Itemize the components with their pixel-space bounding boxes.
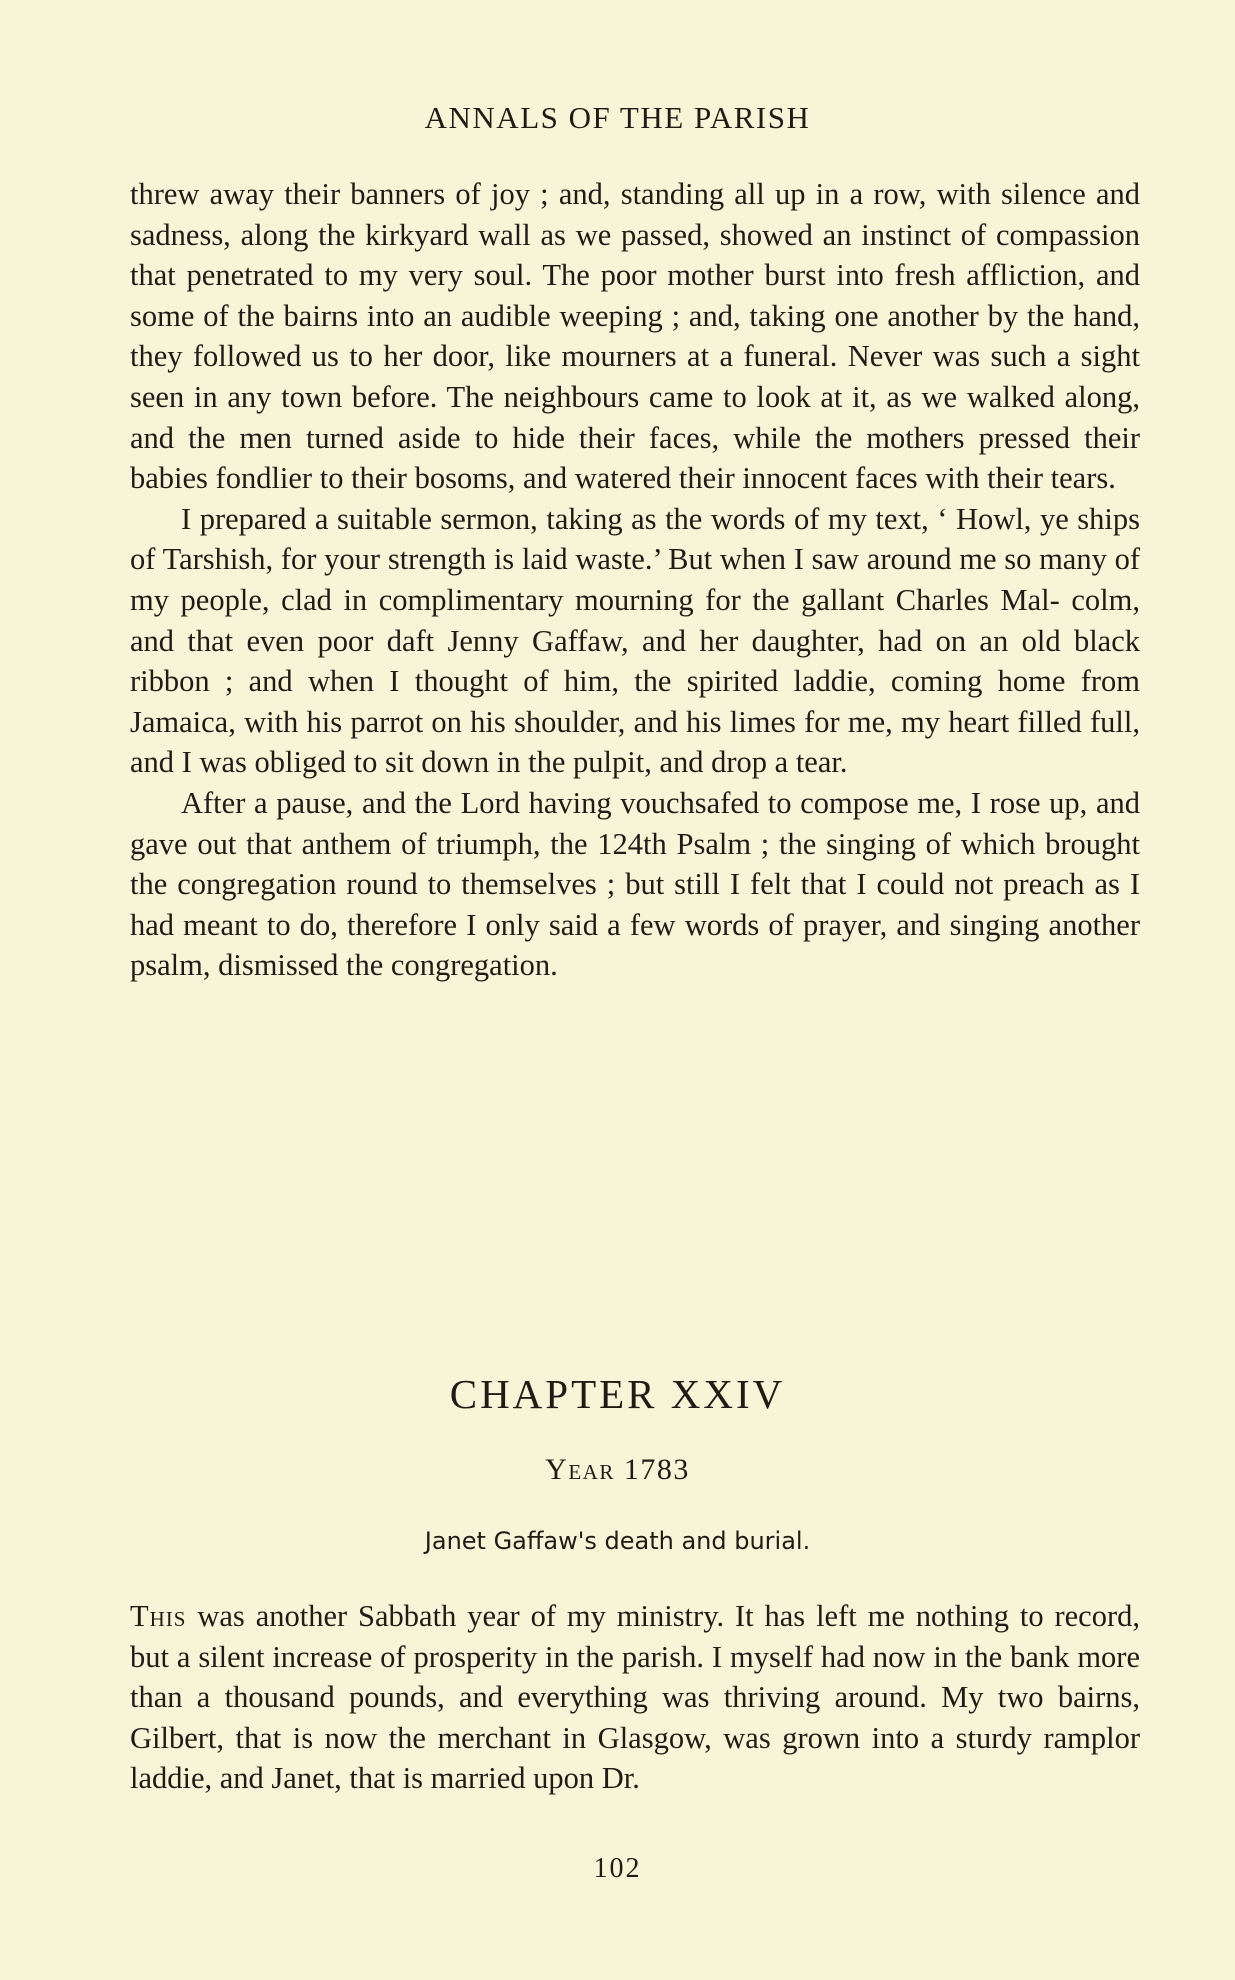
paragraph-text: was another Sabbath year of my ministry. It has left me nothing to record, but a silent increase of prosperity in the parish. I myself had now in the bank more than a thousand pounds, and everything was thriving around. My two bairns, Gilbert, that is now the merchant in Glasgow, was grown into a sturdy ramplor laddie, and Janet, that is married upon Dr.	[130, 1599, 1140, 1796]
lead-word: This	[130, 1599, 187, 1633]
paragraph-continued: threw away their banners of joy ; and, standing all up in a row, with silence and sadness, along the kirkyard wall as we passed, showed an instinct of compassion that penetrated to my very soul. The poor mother burst into fresh affliction, and some of the bairns into an audible weeping ; and, taking one another by the hand, they followed us to her door, like mourners at a funeral. Never was such a sight seen in any town before. The neighbours came to look at it, as we walked along, and the men turned aside to hide their faces, while the mothers pressed their babies fondlier to their bosoms, and watered their innocent faces with their tears.	[130, 177, 1140, 496]
paragraph-sermon: I prepared a suitable sermon, taking as the words of my text, ‘ Howl, ye ships of Tarshish, for your strength is laid waste.’ But when I saw around me so many of my people, clad in complimentary mourning for the gallant Charles Mal- colm, and that even poor daft Jenny Gaffaw, and her daughter, had on an old black ribbon ; and when I thought of him, the spirited laddie, coming home from Jamaica, with his parrot on his shoulder, and his limes for me, my heart filled full, and I was obliged to sit down in the pulpit, and drop a tear.	[130, 501, 1140, 780]
chapter-summary: Janet Gaffaw's death and burial.	[424, 1527, 811, 1555]
chapter-year: Year 1783	[545, 1453, 690, 1486]
upper-text-block	[130, 174, 1140, 986]
lower-text-block	[130, 1596, 1140, 1799]
running-head: ANNALS OF THE PARISH	[424, 100, 811, 135]
chapter-title: CHAPTER XXIV	[449, 1371, 786, 1417]
chapter-opening-paragraph	[130, 1596, 1140, 1799]
page-number: 102	[593, 1853, 642, 1884]
paragraph-psalm: After a pause, and the Lord having vouchsafed to compose me, I rose up, and gave out that anthem of triumph, the 124th Psalm ; the singing of which brought the congregation round to themselves ; but still I felt that I could not preach as I had meant to do, therefore I only said a few words of prayer, and singing another psalm, dismissed the congregation.	[130, 785, 1140, 983]
